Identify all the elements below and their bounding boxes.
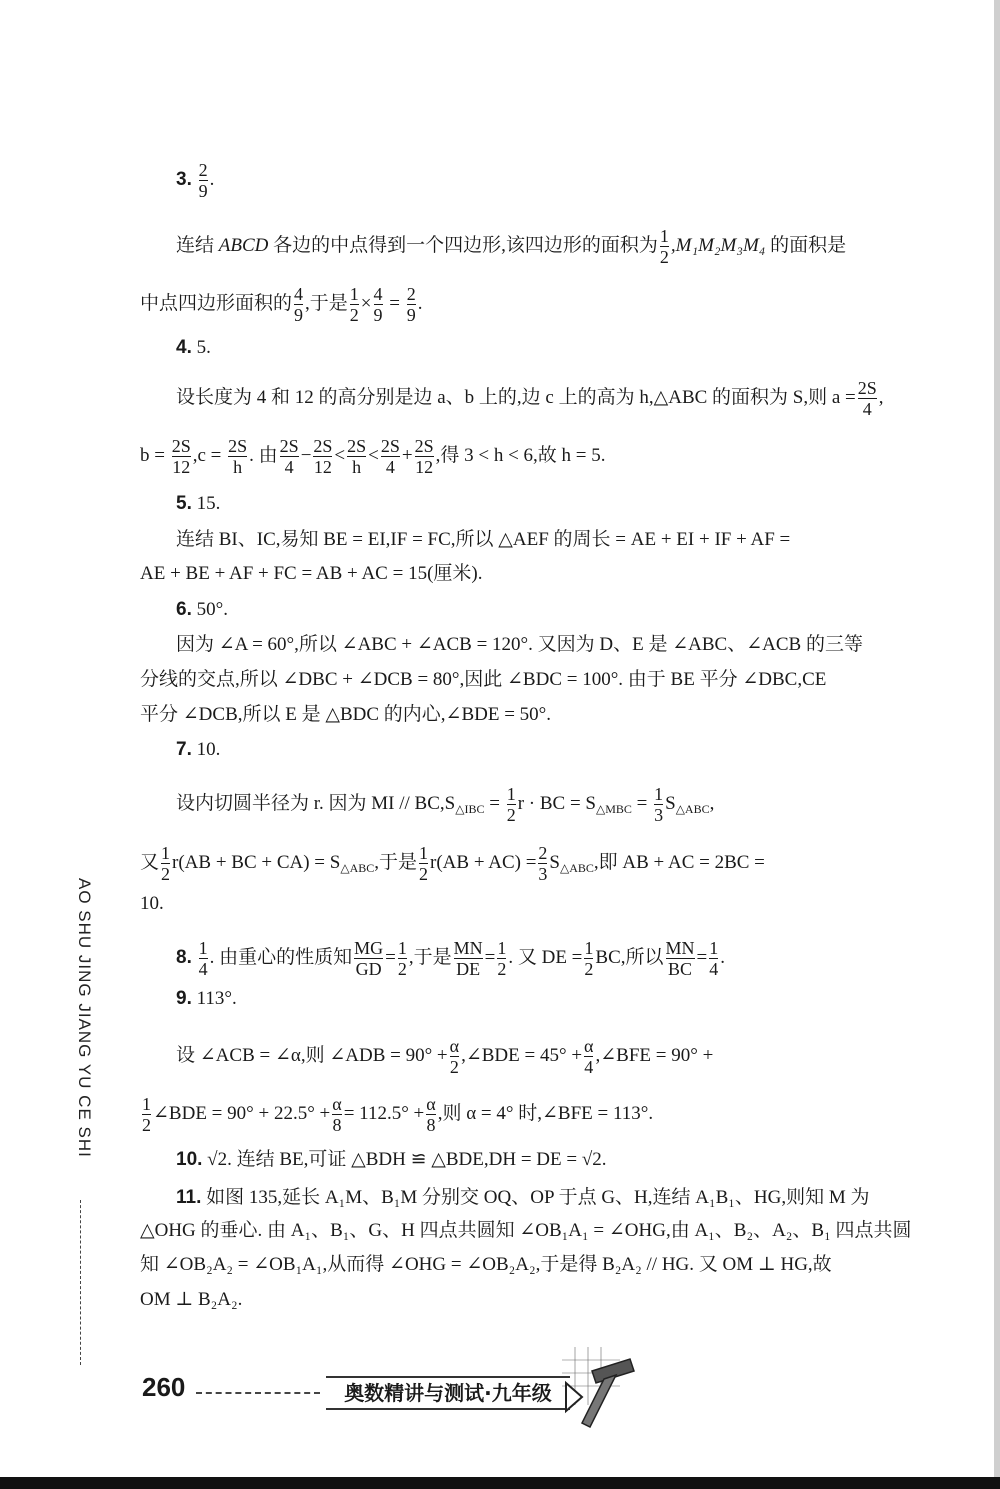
solution-5-line-1: 连结 BI、IC,易知 BE = EI,IF = FC,所以 △AEF 的周长 = AE + EI + IF + AF = — [176, 529, 791, 550]
solution-11-line-4: OM ⊥ B₂A₂. — [140, 1289, 243, 1310]
answer-6: 6. 50°. — [176, 599, 228, 620]
scan-edge-bottom — [0, 1477, 1000, 1489]
solution-7-line-2: 又 $\frac{1}{2}$ r(AB + BC + $CA) = S_{\triangle ABC}$,于是 $\frac{1}{2}$ r(AB + AC) = $\frac{2}{3}$ $S_{\triangle ABC}$,即 AB + AC = 2BC = — [140, 843, 765, 884]
solution-4-line-2: b = $\frac{2S}{12}$ ,c = $\frac{2S}{h}$ . 由 $\frac{2S}{4}$ − $\frac{2S}{12}$ < $\frac{2S}{h}$ < $\frac{2S}{4}$ + $\frac{2S}{12}$ ,得 3 < h < 6,故 h = 5. — [140, 436, 606, 477]
answer-7: 7. 10. — [176, 739, 221, 760]
answer-10: 10. √2. 连结 BE,可证 △BDH ≌ △BDE,DH = DE = √2. — [176, 1149, 607, 1170]
solution-6-line-2: 分线的交点,所以 ∠DBC + ∠DCB = 80°,因此 ∠BDC = 100°. 由于 BE 平分 ∠DBC,CE — [140, 669, 827, 690]
solution-11-line-1: 11. 如图 135,延长 A₁M、B₁M 分别交 OQ、OP 于点 G、H,连结 A₁B₁、HG,则知 M 为 — [176, 1187, 870, 1208]
footer-book-title: 奥数精讲与测试·九年级 — [326, 1376, 570, 1410]
item-number: 3. — [176, 168, 192, 190]
solution-7-line-3: 10. — [140, 893, 164, 914]
fraction: $\frac{2}{9}$ — [198, 160, 208, 201]
answer-5: 5. 15. — [176, 493, 221, 514]
solution-7-line-1: 设内切圆半径为 r. 因为 MI // $BC,S_{\triangle IBC}$ = $\frac{1}{2}$ r · BC = $S_{\triangle MBC}$ = $\frac{1}{3}$ $S_{\triangle ABC}$, — [176, 784, 715, 825]
sidebar-dash-line — [80, 1200, 81, 1365]
solution-11-line-3: 知 ∠OB₂A₂ = ∠OB₁A₁,从而得 ∠OHG = ∠OB₂A₂,于是得 B₂A₂ // HG. 又 OM ⊥ HG,故 — [140, 1254, 832, 1275]
solution-9-line-1: 设 ∠ACB = ∠α,则 ∠ADB = 90° + $\frac{\alpha}{2}$ ,∠BDE = 45° + $\frac{\alpha}{4}$ ,∠BFE = 90° + — [176, 1036, 714, 1077]
scan-edge-right — [994, 0, 1000, 1489]
solution-6-line-1: 因为 ∠A = 60°,所以 ∠ABC + ∠ACB = 120°. 又因为 D、E 是 ∠ABC、∠ACB 的三等 — [176, 634, 863, 655]
page-number: 260 — [142, 1372, 186, 1402]
solution-11-line-2: △OHG 的垂心. 由 A₁、B₁、G、H 四点共圆知 ∠OB₁A₁ = ∠OHG,由 A₁、B₂、A₂、B₁ 四点共圆 — [140, 1220, 912, 1241]
answer-8: 8. $\frac{1}{4}$ . 由重心的性质知 $\frac{MG}{GD}$ = $\frac{1}{2}$ ,于是 $\frac{MN}{DE}$ = $\frac{1}{2}$ . 又 DE = $\frac{1}{2}$ BC,所以 $\frac{MN}{BC}$ = $\frac{1}{4}$ . — [176, 938, 725, 979]
solution-3-line-1: 连结 ABCD 各边的中点得到一个四边形,该四边形的面积为 $\frac{1}{2}$ ,M₁M₂M₃M₄ 的面积是 — [176, 226, 847, 267]
footer-dash-line — [196, 1392, 320, 1394]
answer-3: 3. $\frac{2}{9}$ . — [176, 160, 215, 201]
solution-4-line-1: 设长度为 4 和 12 的高分别是边 a、b 上的,边 c 上的高为 h,△ABC 的面积为 S,则 a = $\frac{2S}{4}$ , — [176, 378, 884, 419]
solution-9-line-2: $\frac{1}{2}$ ∠BDE = 90° + 22.5° + $\frac{\alpha}{8}$ = 112.5° + $\frac{\alpha}{8}$ ,则 α = 4° 时,∠BFE = 113°. — [142, 1094, 654, 1135]
ruler-set-square-icon — [560, 1345, 650, 1435]
sidebar-pinyin-title: AO SHU JING JIANG YU CE SHI — [75, 878, 94, 1158]
answer-4: 4. 5. — [176, 337, 211, 358]
solution-6-line-3: 平分 ∠DCB,所以 E 是 △BDC 的内心,∠BDE = 50°. — [140, 704, 552, 725]
answer-9: 9. 113°. — [176, 988, 237, 1009]
solution-3-line-2: 中点四边形面积的 $\frac{4}{9}$ ,于是 $\frac{1}{2}$ × $\frac{4}{9}$ = $\frac{2}{9}$ . — [140, 284, 423, 325]
solution-5-line-2: AE + BE + AF + FC = AB + AC = 15(厘米). — [140, 563, 483, 584]
